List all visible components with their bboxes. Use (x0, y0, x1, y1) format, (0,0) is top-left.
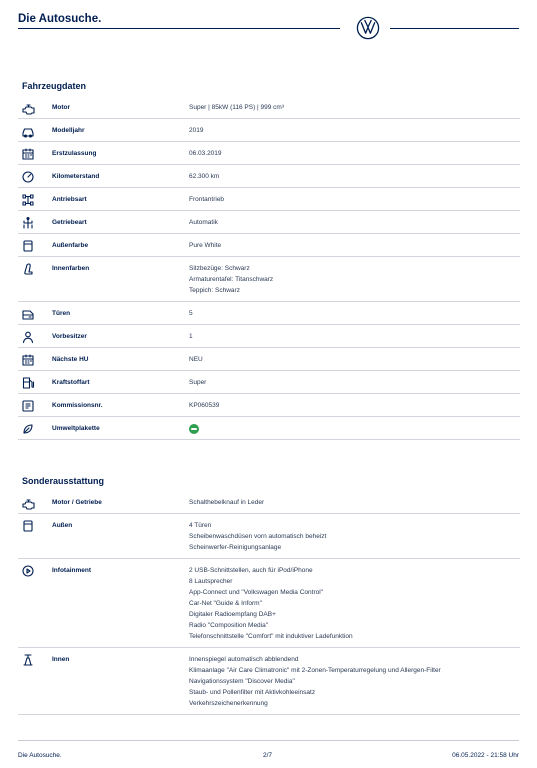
value-line: 4 Türen (189, 522, 212, 529)
value-line: Teppich: Schwarz (189, 287, 240, 294)
value-line: Frontantrieb (189, 196, 225, 203)
id-card-icon (21, 399, 35, 413)
value-line: Armaturentafel: Titanschwarz (189, 276, 274, 283)
table-row (18, 165, 520, 188)
vehicle-data-table (18, 96, 520, 440)
table-row (18, 119, 520, 142)
seat-icon (21, 262, 35, 276)
speedometer-icon (21, 170, 35, 184)
header-rule-left (18, 28, 340, 29)
value-line: 1 (189, 333, 193, 340)
table-row (18, 559, 520, 648)
row-label: Umweltplakette (52, 425, 100, 432)
row-label: Antriebsart (52, 196, 87, 203)
row-value (189, 102, 284, 113)
table-row (18, 514, 520, 559)
brand-title: Die Autosuche. (18, 13, 102, 25)
value-line: Verkehrszeichenerkennung (189, 700, 268, 707)
table-row (18, 96, 520, 119)
value-line: 62.300 km (189, 173, 220, 180)
row-value (189, 654, 441, 709)
row-value (189, 520, 326, 553)
row-label: Außenfarbe (52, 242, 89, 249)
play-icon (21, 564, 35, 578)
value-line: Telefonschnittstelle "Comfort" mit induktiver Ladefunktion (189, 633, 353, 640)
page-header (18, 10, 519, 46)
table-row (18, 211, 520, 234)
table-row (18, 417, 520, 440)
gearshift-icon (21, 216, 35, 230)
value-line: Navigationssystem "Discover Media" (189, 678, 295, 685)
value-line: Staub- und Pollenfilter mit Aktivkohleeinsatz (189, 689, 316, 696)
leaf-icon (21, 422, 35, 436)
engine-icon (21, 101, 35, 115)
row-value (189, 354, 203, 365)
table-row (18, 188, 520, 211)
row-value (189, 125, 203, 136)
page-number: 2/7 (263, 752, 273, 759)
value-line: Car-Net "Guide & Inform" (189, 600, 262, 607)
paint-icon (21, 239, 35, 253)
row-label: Kilometerstand (52, 173, 100, 180)
paint-icon (21, 519, 35, 533)
equipment-title: Sonderausstattung (22, 476, 105, 486)
value-line: 2019 (189, 127, 204, 134)
vehicle-data-title: Fahrzeugdaten (22, 81, 87, 91)
person-icon (21, 330, 35, 344)
row-value (189, 331, 193, 342)
value-line: 8 Lautsprecher (189, 578, 233, 585)
value-line: Automatik (189, 219, 218, 226)
row-value (189, 171, 219, 182)
row-label: Getriebeart (52, 219, 87, 226)
value-line: App-Connect und "Volkswagen Media Control" (189, 589, 323, 596)
value-line: Sitzbezüge: Schwarz (189, 265, 250, 272)
row-label: Motor (52, 104, 71, 111)
row-label: Kraftstoffart (52, 379, 90, 386)
row-label: Außen (52, 522, 73, 529)
row-label: Nächste HU (52, 356, 89, 363)
table-row (18, 491, 520, 514)
table-row (18, 371, 520, 394)
row-value (189, 497, 264, 508)
car-icon (21, 124, 35, 138)
door-icon (21, 307, 35, 321)
value-line: Scheinwerfer-Reinigungsanlage (189, 544, 282, 551)
calendar-icon (21, 147, 35, 161)
calendar-icon (21, 353, 35, 367)
row-value (189, 423, 199, 438)
row-label: Vorbesitzer (52, 333, 87, 340)
value-line: 2 USB-Schnittstellen, auch für iPod/iPhone (189, 567, 313, 574)
table-row (18, 257, 520, 302)
equipment-table (18, 491, 520, 715)
value-line: 5 (189, 310, 193, 317)
value-line: KP060539 (189, 402, 220, 409)
value-line: Klimaanlage "Air Care Climatronic" mit 2-Zonen-Temperaturregelung und Allergen-Filter (189, 667, 441, 674)
table-row (18, 348, 520, 371)
row-label: Erstzulassung (52, 150, 97, 157)
value-line: Scheibenwaschdüsen vorn automatisch beheizt (189, 533, 327, 540)
value-line: Pure White (189, 242, 222, 249)
footer-brand: Die Autosuche. (18, 752, 62, 759)
table-row (18, 648, 520, 715)
footer-rule (18, 740, 519, 741)
interior-icon (21, 653, 35, 667)
value-line: Schalthebelknauf in Leder (189, 499, 265, 506)
row-label: Innen (52, 656, 70, 663)
footer-date: 06.05.2022 - 21:58 Uhr (452, 752, 519, 759)
header-rule-right (390, 28, 519, 29)
value-line: NEU (189, 356, 203, 363)
value-line: Digitaler Radioempfang DAB+ (189, 611, 276, 618)
row-value (189, 308, 193, 319)
value-line: Innenspiegel automatisch abblendend (189, 656, 299, 663)
row-value (189, 263, 273, 296)
row-value (189, 194, 224, 205)
table-row (18, 234, 520, 257)
row-label: Kommissionsnr. (52, 402, 103, 409)
table-row (18, 302, 520, 325)
drivetrain-icon (21, 193, 35, 207)
row-label: Innenfarben (52, 265, 90, 272)
fuel-pump-icon (21, 376, 35, 390)
row-label: Türen (52, 310, 71, 317)
green-emission-badge (189, 424, 199, 434)
row-value (189, 148, 222, 159)
value-line: Super (189, 379, 207, 386)
row-value (189, 240, 221, 251)
table-row (18, 394, 520, 417)
value-line: Super | 85kW (116 PS) | 999 cm³ (189, 104, 285, 111)
row-value (189, 400, 219, 411)
row-value (189, 565, 353, 642)
row-value (189, 217, 218, 228)
table-row (18, 325, 520, 348)
row-label: Infotainment (52, 567, 91, 574)
engine-icon (21, 496, 35, 510)
value-line: Radio "Composition Media" (189, 622, 269, 629)
vw-logo-icon (356, 16, 380, 40)
table-row (18, 142, 520, 165)
row-label: Modelljahr (52, 127, 85, 134)
value-line: 06.03.2019 (189, 150, 222, 157)
row-label: Motor / Getriebe (52, 499, 102, 506)
row-value (189, 377, 206, 388)
